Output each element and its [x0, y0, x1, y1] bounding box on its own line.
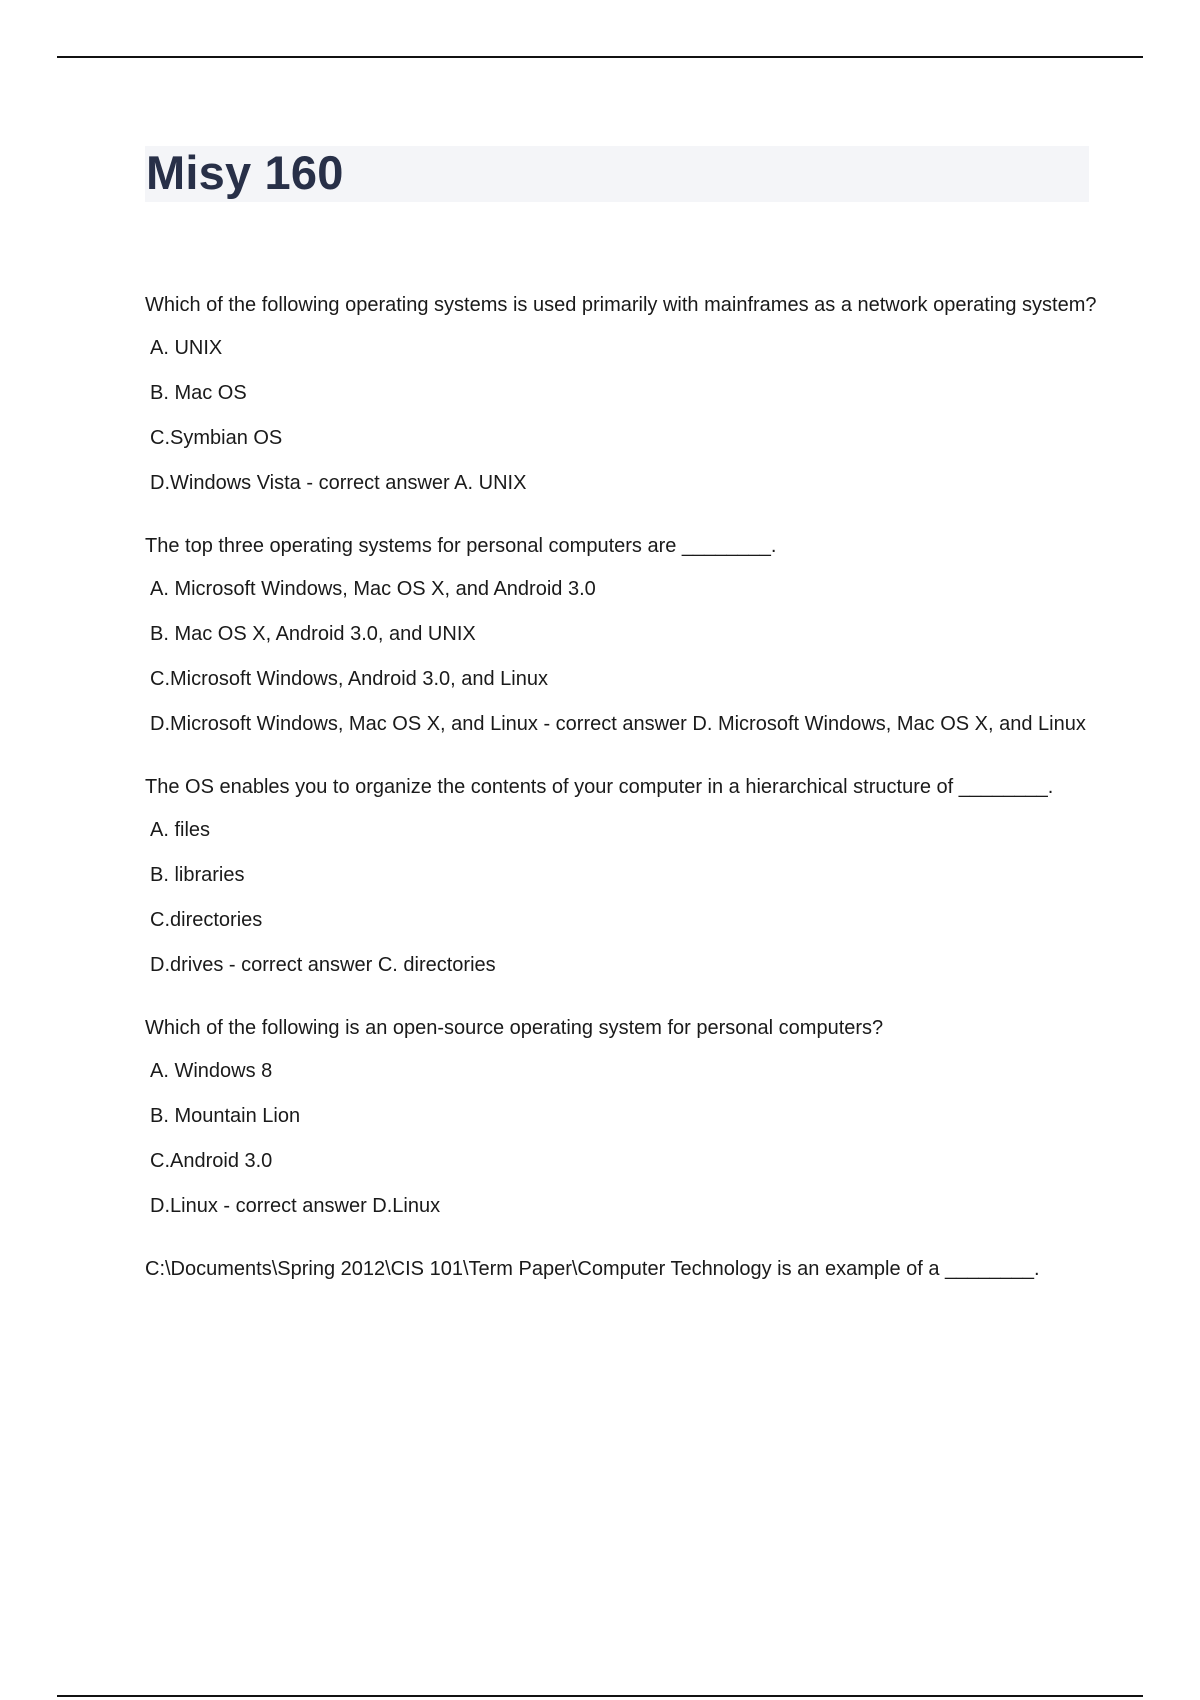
answer-option: C.Symbian OS [150, 427, 283, 449]
question-block [145, 532, 1105, 739]
answer-option-with-correct-answer: D.Microsoft Windows, Mac OS X, and Linux - correct answer D. Microsoft Windows, Mac OS X, and Linux [150, 713, 1086, 735]
answer-option: A. Windows 8 [150, 1060, 273, 1082]
question-block [145, 1014, 1105, 1221]
answer-option: A. Microsoft Windows, Mac OS X, and Android 3.0 [150, 578, 596, 600]
answer-option-with-correct-answer: D.drives - correct answer C. directories [150, 954, 496, 976]
answer-option: B. Mountain Lion [150, 1105, 301, 1127]
answer-option: A. files [150, 819, 211, 841]
question-block [145, 773, 1105, 980]
answer-option: A. UNIX [150, 337, 223, 359]
answer-option-with-correct-answer: D.Linux - correct answer D.Linux [150, 1195, 441, 1217]
question-list [145, 291, 1105, 1318]
question-text: The top three operating systems for personal computers are ________. [145, 535, 777, 557]
page-title: Misy 160 [146, 146, 344, 199]
question-text: Which of the following is an open-source operating system for personal computers? [145, 1017, 884, 1039]
footer-rule [57, 1695, 1143, 1697]
answer-option-with-correct-answer: D.Windows Vista - correct answer A. UNIX [150, 472, 527, 494]
answer-option: C.directories [150, 909, 263, 931]
header-rule [57, 56, 1143, 58]
question-text: Which of the following operating systems is used primarily with mainframes as a network operating system? [145, 294, 1097, 316]
question-text: The OS enables you to organize the contents of your computer in a hierarchical structure of ________. [145, 776, 1054, 798]
answer-option: B. libraries [150, 864, 245, 886]
answer-option: C.Android 3.0 [150, 1150, 273, 1172]
question-block [145, 1255, 1105, 1284]
answer-option: B. Mac OS [150, 382, 247, 404]
answer-option: B. Mac OS X, Android 3.0, and UNIX [150, 623, 476, 645]
question-block [145, 291, 1105, 498]
answer-option: C.Microsoft Windows, Android 3.0, and Linux [150, 668, 548, 690]
question-text: C:\Documents\Spring 2012\CIS 101\Term Paper\Computer Technology is an example of a ________. [145, 1258, 1040, 1280]
